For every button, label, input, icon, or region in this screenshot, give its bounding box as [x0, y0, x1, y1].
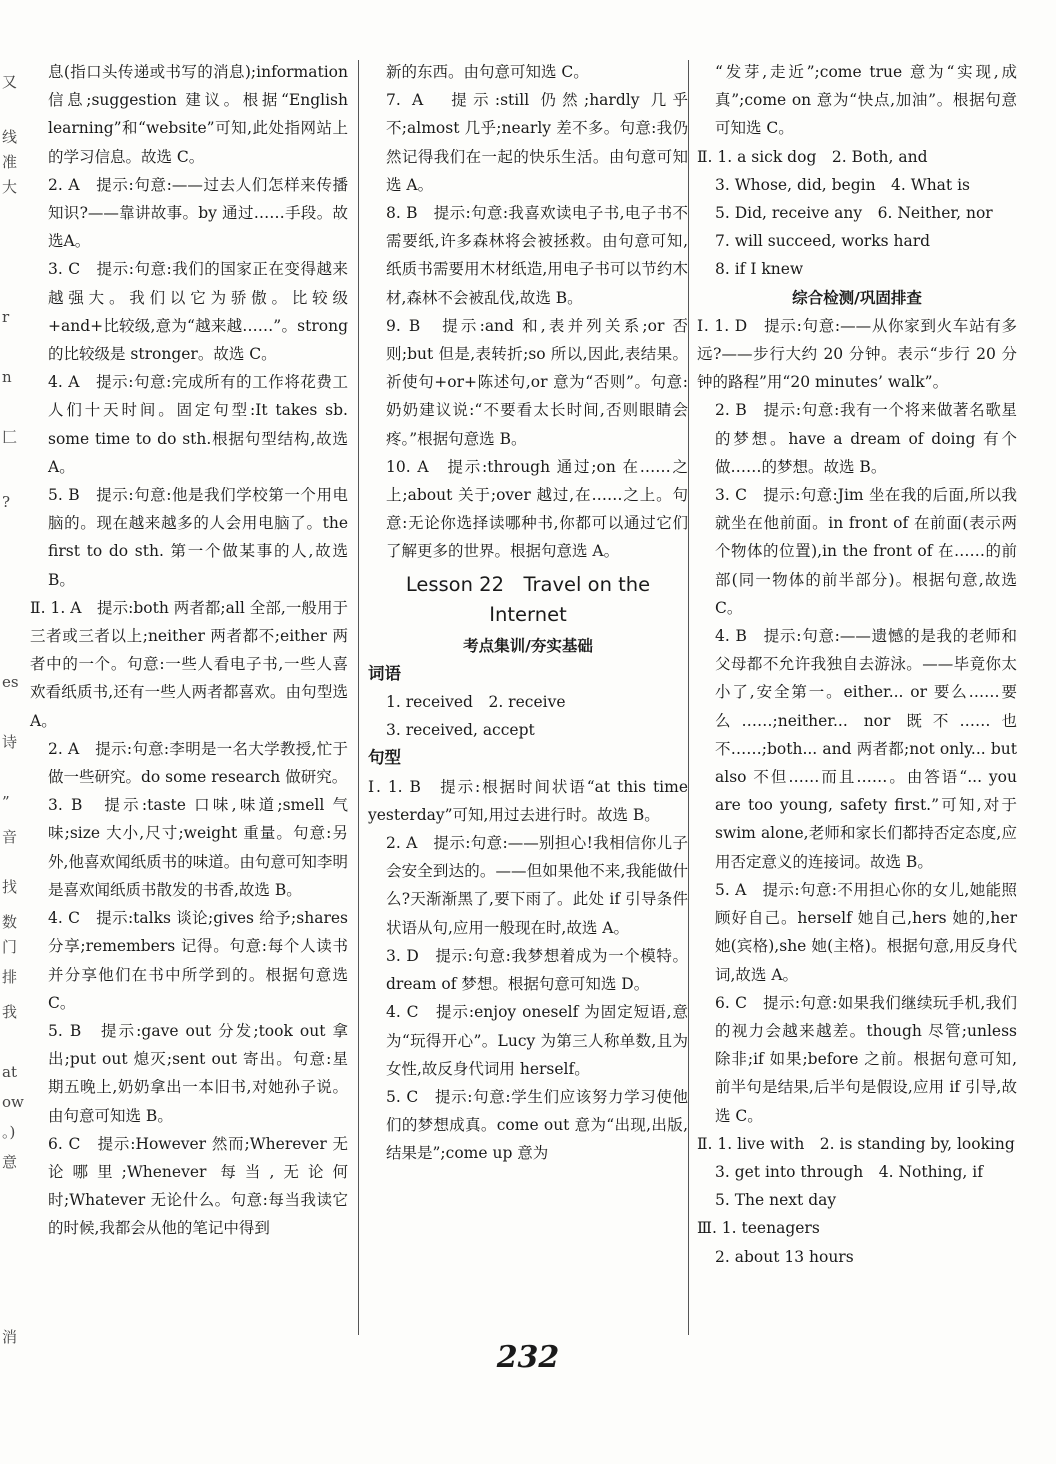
answer-line: 7. will succeed, works hard: [715, 232, 931, 251]
edge-fragment: 准: [2, 153, 18, 171]
edge-fragment: 排: [2, 968, 18, 986]
review-heading: 综合检测/巩固排查: [792, 288, 922, 307]
edge-fragment: 意: [2, 1153, 18, 1171]
edge-fragment: at: [2, 1063, 17, 1081]
answer-item: 5. C 提示:句意:学生们应该努力学习使他们的梦想成真。come out 意为“出现,出版,结果是”;come up 意为: [386, 1087, 688, 1163]
edge-fragment: ow: [2, 1093, 24, 1111]
answer-item: Ⅰ. 1. B 提示:根据时间状语“at this time yesterday”可知,用过去进行时。故选 B。: [368, 777, 688, 824]
edge-fragment: es: [2, 673, 19, 691]
edge-fragment: ”: [2, 793, 10, 811]
answer-item: 5. B 提示:gave out 分发;took out 拿出;put out 熄灭;sent out 寄出。句意:星期五晚上,奶奶拿出一本旧书,对她孙子说。由句意可知选 B。: [48, 1021, 348, 1125]
answer-line: 3. Whose, did, begin 4. What is: [715, 175, 970, 194]
answer-item: 2. A 提示:句意:李明是一名大学教授,忙于做一些研究。do some research 做研究。: [48, 739, 348, 787]
column-1: [30, 58, 348, 1243]
vocab-heading: 词语: [368, 663, 401, 683]
answer-line: 3. get into through 4. Nothing, if: [715, 1162, 983, 1181]
edge-fragment: 大: [2, 178, 18, 196]
answer-item: Ⅰ. 1. D 提示:句意:——从你家到火车站有多远?——步行大约 20 分钟。表示“步行 20 分钟的路程”用“20 minutes’ walk”。: [697, 316, 1017, 392]
edge-fragment: 门: [2, 938, 18, 956]
column-divider-left: [358, 60, 359, 1335]
lesson-title: Lesson 22 Travel on the Internet: [405, 572, 651, 626]
edge-fragment: r: [2, 308, 10, 326]
sentence-heading: 句型: [368, 748, 401, 768]
page-number: 232: [496, 1340, 560, 1375]
edge-fragment: 我: [2, 1003, 18, 1021]
answer-item: 10. A 提示:through 通过;on 在……之上;about 关于;over 越过,在……之上。句意:无论你选择读哪种书,你都可以通过它们了解更多的世界。根据句意选 A。: [386, 457, 688, 561]
answer-item: 息(指口头传递或书写的消息);information 信息;suggestion 建议。根据“English learning”和“website”可知,此处指网站上的学习信息。故选 C。: [48, 63, 348, 166]
lesson-subtitle: 考点集训/夯实基础: [463, 636, 593, 655]
edge-fragment: 线: [2, 128, 18, 146]
vocab-line: 3. received, accept: [386, 721, 535, 740]
vocab-line: 1. received 2. receive: [386, 693, 566, 712]
answer-item: 4. B 提示:句意:——遗憾的是我的老师和父母都不允许我独自去游泳。——毕竟你太小了,安全第一。either... or 要么……要么……;neither... nor 既不……也不……;both... and 两者都;not only... but also 不但……而且……。由答语“... you are too young, safety first.”可知,对于 swim alone,老师和家长们都持否定态度,应用否定意义的连接词。故选 B。: [715, 627, 1017, 871]
edge-fragment: 消: [2, 1328, 18, 1346]
left-margin-fragments: [0, 55, 22, 1355]
answer-item: 5. B 提示:句意:他是我们学校第一个用电脑的。现在越来越多的人会用电脑了。the first to do sth. 第一个做某事的人,故选 B。: [48, 486, 348, 589]
answer-item: 新的东西。由句意可知选 C。: [386, 63, 589, 81]
answer-line: Ⅱ. 1. live with 2. is standing by, looking: [697, 1134, 1015, 1153]
answer-item: “发芽,走近”;come true 意为“实现,成真”;come on 意为“快点,加油”。根据句意可知选 C。: [715, 63, 1017, 138]
answer-line: 5. Did, receive any 6. Neither, nor: [715, 204, 993, 223]
answer-item: 2. A 提示:句意:——过去人们怎样来传播知识?——靠讲故事。by 通过……手段。故选A。: [48, 175, 348, 251]
answer-item: 3. D 提示:句意:我梦想着成为一个模特。dream of 梦想。根据句意可知选 D。: [386, 946, 688, 994]
edge-fragment: 又: [2, 73, 18, 91]
answer-item: 4. A 提示:句意:完成所有的工作将花费工人们十天时间。固定句型:It takes sb. some time to do sth.根据句型结构,故选 A。: [48, 373, 348, 476]
answer-item: 2. A 提示:句意:——别担心!我相信你儿子会安全到达的。——但如果他不来,我能做什么?天渐渐黑了,要下雨了。此处 if 引导条件状语从句,应用一般现在时,故选 A。: [386, 834, 688, 937]
column-3: [697, 58, 1017, 1271]
edge-fragment: 音: [2, 828, 18, 846]
answer-item: 6. C 提示:句意:如果我们继续玩手机,我们的视力会越来越差。though 尽管;unless 除非;if 如果;before 之前。根据句意可知,前半句是结果,后半句是假设,应用 if 引导,故选 C。: [715, 993, 1017, 1125]
answer-item: 3. C 提示:句意:Jim 坐在我的后面,所以我就坐在他前面。in front of 在前面(表示两个物体的位置),in the front of 在……的前部(同一物体的前半部分)。根据句意,故选 C。: [715, 486, 1017, 617]
answer-line: 5. The next day: [715, 1191, 837, 1210]
answer-item: Ⅱ. 1. A 提示:both 两者都;all 全部,一般用于三者或三者以上;neither 两者都不;either 两者中的一个。句意:一些人看电子书,一些人喜欢看纸质书,还有一些人两者都喜欢。由句型选 A。: [30, 598, 348, 730]
answer-item: 3. B 提示:taste 口味,味道;smell 气味;size 大小,尺寸;weight 重量。句意:另外,他喜欢闻纸质书的味道。由句意可知李明是喜欢闻纸质书散发的书香,故选 B。: [48, 796, 348, 899]
answer-item: 9. B 提示:and 和,表并列关系;or 否则;but 但是,表转折;so 所以,因此,表结果。祈使句+or+陈述句,or 意为“否则”。句意:奶奶建议说:“不要看太长时间,否则眼睛会疼。”根据句意选 B。: [386, 316, 688, 448]
edge-fragment: 数: [2, 913, 18, 931]
column-2: [368, 58, 688, 1168]
edge-fragment: n: [2, 368, 12, 386]
answer-item: 7. A 提示:still 仍然;hardly 几乎不;almost 几乎;nearly 差不多。句意:我仍然记得我们在一起的快乐生活。由句意可知选 A。: [386, 91, 688, 194]
answer-item: 6. C 提示:However 然而;Wherever 无论哪里;Whenever 每当,无论何时;Whatever 无论什么。句意:每当我读它的时候,我都会从他的笔记中得到: [48, 1134, 348, 1238]
edge-fragment: 找: [2, 878, 18, 896]
edge-fragment: 诗: [2, 733, 18, 751]
answer-item: 3. C 提示:句意:我们的国家正在变得越来越强大。我们以它为骄傲。比较级+and+比较级,意为“越来越……”。strong 的比较级是 stronger。故选 C。: [48, 260, 348, 364]
edge-fragment: ?: [2, 493, 11, 511]
answer-item: 2. B 提示:句意:我有一个将来做著名歌星的梦想。have a dream of doing 有个做……的梦想。故选 B。: [715, 401, 1017, 476]
answer-item: 4. C 提示:talks 谈论;gives 给予;shares 分享;remembers 记得。句意:每个人读书并分享他们在书中所学到的。根据句意选 C。: [48, 909, 348, 1012]
answer-line: 8. if I knew: [715, 260, 804, 279]
column-divider-right: [688, 60, 689, 1335]
edge-fragment: 匚: [2, 428, 18, 446]
answer-line: Ⅲ. 1. teenagers: [697, 1219, 820, 1238]
answer-line: 2. about 13 hours: [715, 1247, 854, 1266]
edge-fragment: 。): [2, 1123, 16, 1141]
answer-line: Ⅱ. 1. a sick dog 2. Both, and: [697, 147, 928, 166]
answer-item: 5. A 提示:句意:不用担心你的女儿,她能照顾好自己。herself 她自己,hers 她的,her 她(宾格),she 她(主格)。根据句意,用反身代词,故选 A。: [715, 880, 1017, 984]
answer-item: 8. B 提示:句意:我喜欢读电子书,电子书不需要纸,许多森林将会被拯救。由句意可知,纸质书需要用木材纸造,用电子书可以节约木材,森林不会被乱伐,故选 B。: [386, 204, 688, 307]
answer-item: 4. C 提示:enjoy oneself 为固定短语,意为“玩得开心”。Lucy 为第三人称单数,且为女性,故反身代词用 herself。: [386, 1003, 688, 1078]
